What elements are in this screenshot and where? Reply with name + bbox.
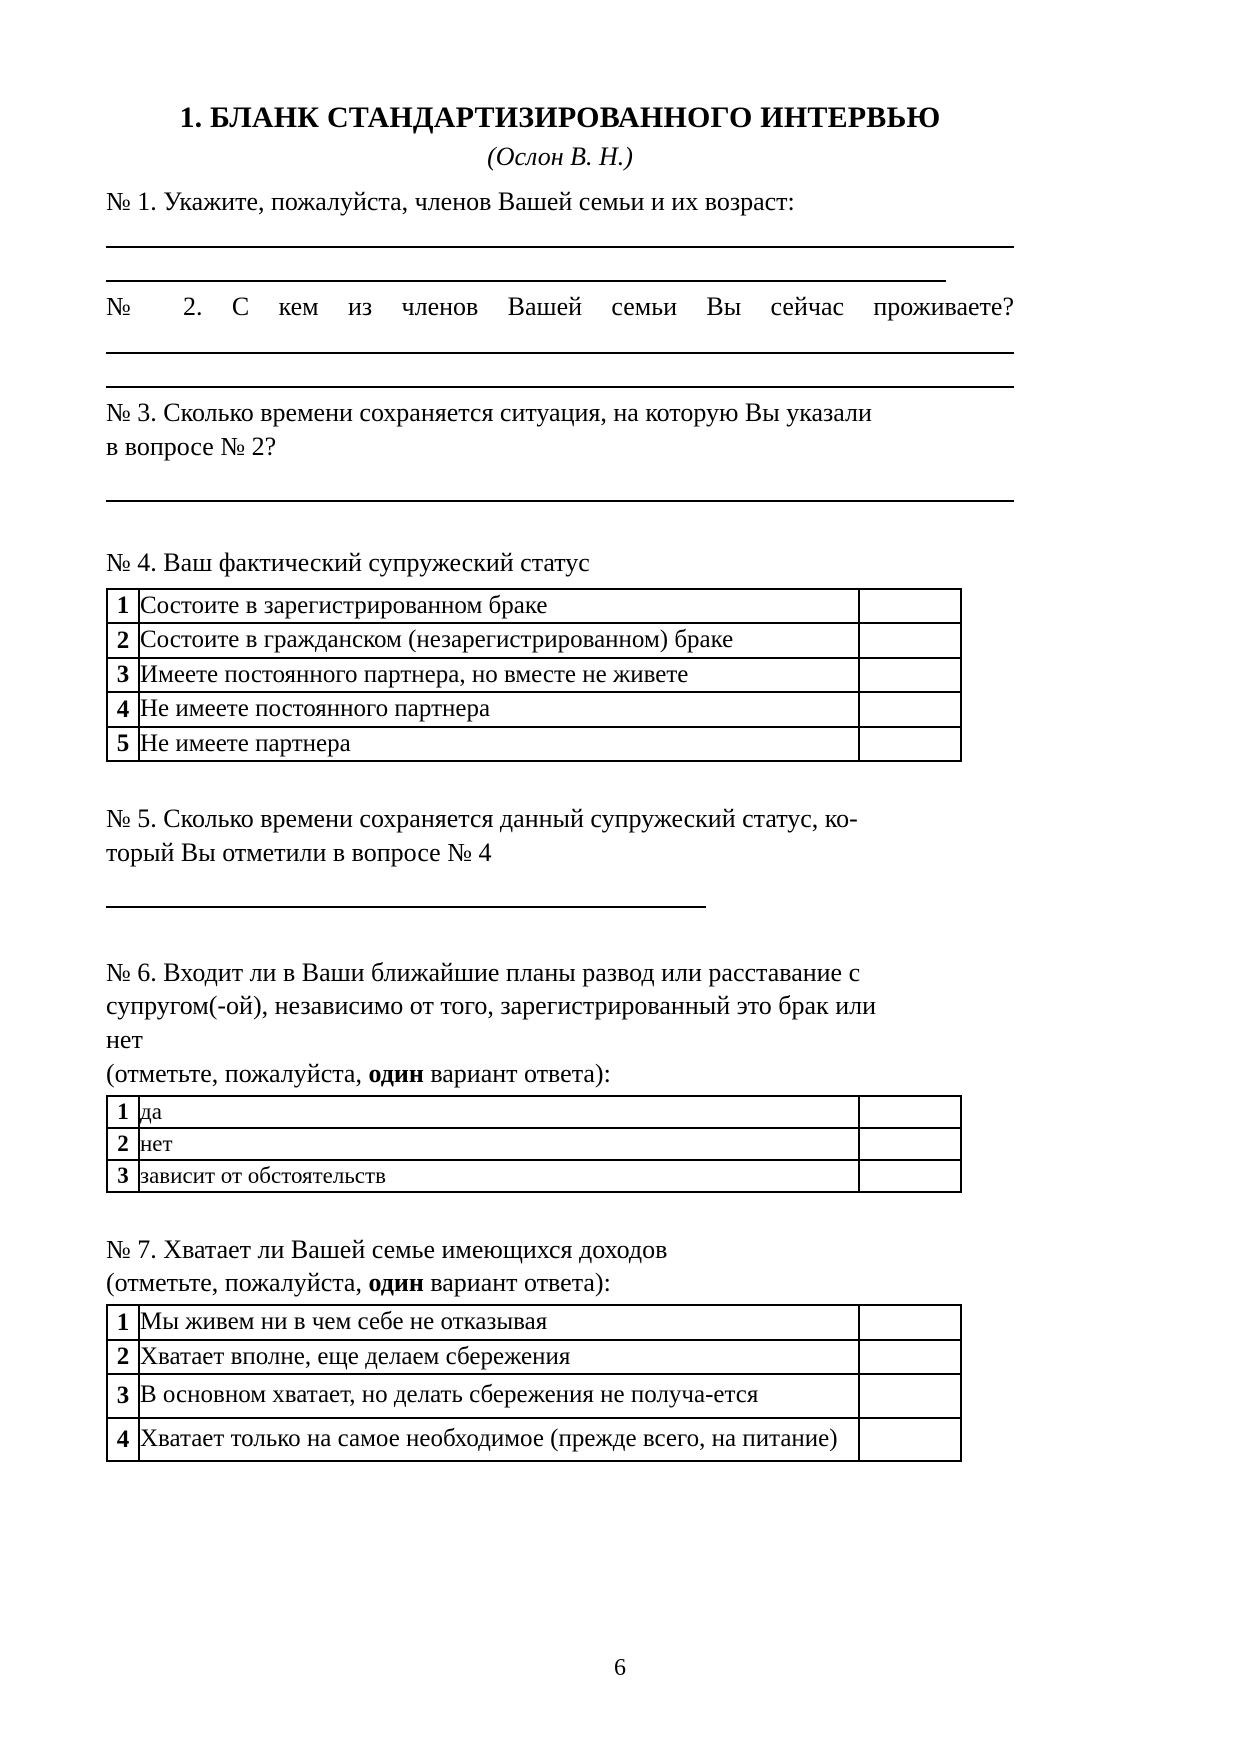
table-row[interactable] <box>107 589 961 624</box>
option-number: 3 <box>107 1160 139 1192</box>
table-row[interactable] <box>107 623 961 658</box>
option-number: 2 <box>107 1340 139 1375</box>
option-answer-cell[interactable] <box>859 589 961 624</box>
instruction-emphasis: один <box>368 1059 424 1089</box>
question-6-text-line-1: № 6. Входит ли в Ваши ближайшие планы развод или расставание с <box>106 957 861 987</box>
option-answer-cell[interactable] <box>859 1374 961 1418</box>
table-row[interactable] <box>107 692 961 727</box>
option-number: 3 <box>107 1374 139 1418</box>
option-label: В основном хватает, но делать сбережения не получа-ется <box>139 1374 859 1418</box>
question-6-text-line-3: нет <box>106 1025 143 1055</box>
table-row[interactable] <box>107 1418 961 1462</box>
option-label: нет <box>139 1128 859 1160</box>
question-7-options-table <box>106 1304 962 1462</box>
instruction-suffix: вариант ответа): <box>423 1268 611 1298</box>
question-2-text: № 2. С кем из членов Вашей семьи Вы сейчас проживаете? <box>106 292 1014 322</box>
option-answer-cell[interactable] <box>859 1305 961 1340</box>
instruction-emphasis: один <box>368 1268 424 1298</box>
option-number: 1 <box>107 589 139 624</box>
option-answer-cell[interactable] <box>859 623 961 658</box>
page-title: 1. БЛАНК СТАНДАРТИЗИРОВАННОГО ИНТЕРВЬЮ <box>179 101 941 134</box>
option-answer-cell[interactable] <box>859 658 961 693</box>
table-row[interactable] <box>107 1305 961 1340</box>
table-row[interactable] <box>107 658 961 693</box>
option-number: 4 <box>107 1418 139 1462</box>
question-4-text: № 4. Ваш фактический супружеский статус <box>106 547 590 577</box>
option-answer-cell[interactable] <box>859 1340 961 1375</box>
question-4-options-table <box>106 588 962 763</box>
option-number: 5 <box>107 727 139 762</box>
option-label: да <box>139 1096 859 1128</box>
option-answer-cell[interactable] <box>859 692 961 727</box>
question-3-text-line-2: в вопросе № 2? <box>106 431 277 461</box>
page-number: 6 <box>614 1655 626 1681</box>
option-answer-cell[interactable] <box>859 1418 961 1462</box>
question-7-text: № 7. Хватает ли Вашей семье имеющихся доходов <box>106 1234 668 1264</box>
question-5-text-line-2: торый Вы отметили в вопросе № 4 <box>106 837 492 867</box>
instruction-prefix: (отметьте, пожалуйста, <box>106 1268 369 1298</box>
table-row[interactable] <box>107 1128 961 1160</box>
option-label: Хватает только на самое необходимое (прежде всего, на питание) <box>139 1418 859 1462</box>
instruction-prefix: (отметьте, пожалуйста, <box>106 1059 369 1089</box>
option-label: Состоите в гражданском (незарегистрированном) браке <box>139 623 859 658</box>
option-answer-cell[interactable] <box>859 1128 961 1160</box>
table-row[interactable] <box>107 1160 961 1192</box>
option-label: Имеете постоянного партнера, но вместе не живете <box>139 658 859 693</box>
page-content <box>106 0 1014 1462</box>
option-number: 2 <box>107 623 139 658</box>
option-label: Не имеете постоянного партнера <box>139 692 859 727</box>
question-5-text-line-1: № 5. Сколько времени сохраняется данный супружеский статус, ко- <box>106 804 858 834</box>
question-6-options-table <box>106 1095 962 1193</box>
instruction-suffix: вариант ответа): <box>423 1059 611 1089</box>
option-answer-cell[interactable] <box>859 727 961 762</box>
option-number: 1 <box>107 1096 139 1128</box>
option-label: зависит от обстоятельств <box>139 1160 859 1192</box>
option-label: Не имеете партнера <box>139 727 859 762</box>
table-row[interactable] <box>107 1374 961 1418</box>
table-row[interactable] <box>107 1340 961 1375</box>
option-label: Состоите в зарегистрированном браке <box>139 589 859 624</box>
question-7-instruction <box>106 1266 1014 1300</box>
option-answer-cell[interactable] <box>859 1160 961 1192</box>
question-6-text-line-2: супругом(-ой), независимо от того, зарегистрированный это брак или <box>106 991 876 1021</box>
option-number: 4 <box>107 692 139 727</box>
page-subtitle: (Ослон В. Н.) <box>487 142 633 172</box>
option-number: 2 <box>107 1128 139 1160</box>
question-1-text: № 1. Укажите, пожалуйста, членов Вашей семьи и их возраст: <box>106 186 795 216</box>
table-row[interactable] <box>107 1096 961 1128</box>
question-3-text-line-1: № 3. Сколько времени сохраняется ситуация, на которую Вы указали <box>106 398 872 428</box>
question-6-instruction <box>106 1057 1014 1091</box>
option-label: Мы живем ни в чем себе не отказывая <box>139 1305 859 1340</box>
option-answer-cell[interactable] <box>859 1096 961 1128</box>
option-label: Хватает вполне, еще делаем сбережения <box>139 1340 859 1375</box>
option-number: 1 <box>107 1305 139 1340</box>
table-row[interactable] <box>107 727 961 762</box>
option-number: 3 <box>107 658 139 693</box>
